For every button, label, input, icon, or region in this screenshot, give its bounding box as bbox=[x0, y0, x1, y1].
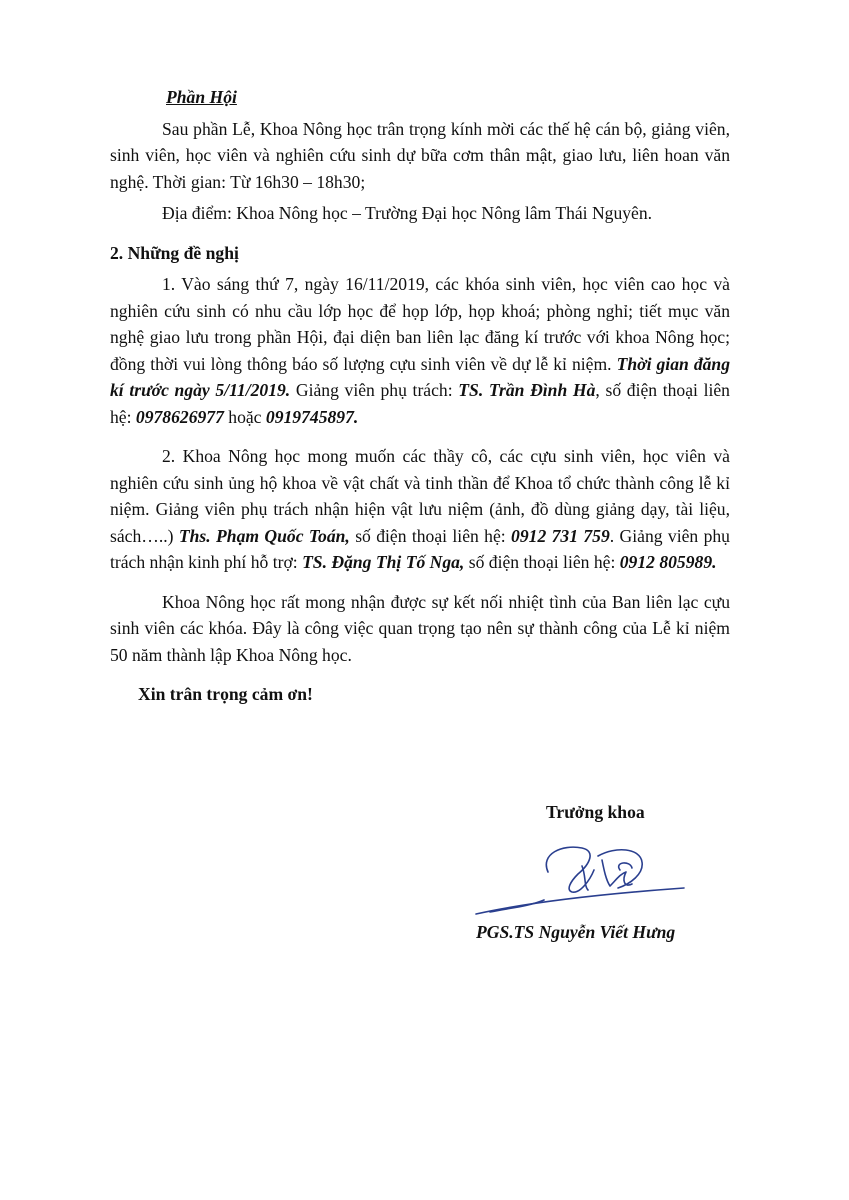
section-heading-de-nghi: 2. Những đề nghị bbox=[110, 242, 239, 263]
phone-label-1: số điện thoại liên hệ: bbox=[355, 525, 506, 546]
paragraph-dia-diem: Địa điểm: Khoa Nông học – Trường Đại học Nông lâm Thái Nguyên. bbox=[162, 203, 653, 223]
registration-deadline: Thời gian đăng kí trước ngày 5/11/2019. bbox=[110, 353, 730, 400]
closing-paragraph: Khoa Nông học rất mong nhận được sự kết nối nhiệt tình của Ban liên lạc cựu sinh viên các khóa. Đây là công việc quan trọng tạo nên sự thành công của Lễ kỉ niệm 50 năm thành lập Khoa Nông học. bbox=[110, 591, 730, 665]
thanks-line: Xin trân trọng cảm ơn! bbox=[138, 684, 313, 704]
de-nghi-1-text: 1. Vào sáng thứ 7, ngày 16/11/2019, các khóa sinh viên, học viên cao học và nghiên cứu sinh có nhu cầu lớp học để họp lớp, họp khoá; phòng nghỉ; tiết mục văn nghệ giao lưu trong phần Hội, đại diện ban liên lạc đăng kí trước với khoa Nông học; đồng thời vui lòng thông báo số lượng cựu sinh viên về dự lễ kỉ niệm. bbox=[110, 274, 730, 374]
phone-number-toan: 0912 731 759 bbox=[511, 525, 610, 546]
lecturer-name-tran-dinh-ha: TS. Trần Đình Hà bbox=[458, 380, 596, 400]
lecturer-name-dang-thi-to-nga: TS. Đặng Thị Tố Nga, bbox=[302, 552, 465, 572]
section-heading-phan-hoi: Phần Hội bbox=[166, 87, 237, 107]
handwritten-signature bbox=[470, 830, 700, 920]
document-body bbox=[110, 84, 730, 708]
lecturer-label: Giảng viên phụ trách: bbox=[295, 380, 453, 400]
phone-label: , số điện thoại liên hệ: bbox=[110, 380, 730, 427]
paragraph-phan-hoi: Sau phần Lễ, Khoa Nông học trân trọng kính mời các thế hệ cán bộ, giảng viên, sinh viên, học viên và nghiên cứu sinh dự bữa cơm thân mật, giao lưu, liên hoan văn nghệ. Thời gian: Từ 16h30 – 18h30; bbox=[110, 118, 730, 192]
signer-title: Trưởng khoa bbox=[546, 802, 645, 822]
phone-number-1: 0978626977 bbox=[135, 406, 224, 427]
signer-name: PGS.TS Nguyễn Viết Hưng bbox=[476, 922, 676, 942]
paragraph-de-nghi-1 bbox=[110, 271, 730, 430]
phone-label-2: số điện thoại liên hệ: bbox=[468, 552, 616, 572]
or-word: hoặc bbox=[228, 406, 262, 427]
paragraph-de-nghi-2 bbox=[110, 443, 730, 576]
phone-number-2: 0919745897. bbox=[265, 406, 359, 427]
phone-number-nga: 0912 805989. bbox=[619, 552, 717, 572]
de-nghi-2-text: 2. Khoa Nông học mong muốn các thầy cô, các cựu sinh viên, học viên và nghiên cứu sinh ủng hộ khoa về vật chất và tinh thần để Khoa tổ chức thành công lễ kỉ niệm. Giảng viên phụ trách nhận hiện vật lưu niệm (ảnh, đồ dùng giảng dạy, tài liệu, sách…..) bbox=[110, 446, 730, 546]
funding-text: . Giảng viên phụ trách nhận kinh phí hỗ trợ: bbox=[110, 525, 730, 572]
lecturer-name-pham-quoc-toan: Ths. Phạm Quốc Toán, bbox=[178, 525, 350, 546]
